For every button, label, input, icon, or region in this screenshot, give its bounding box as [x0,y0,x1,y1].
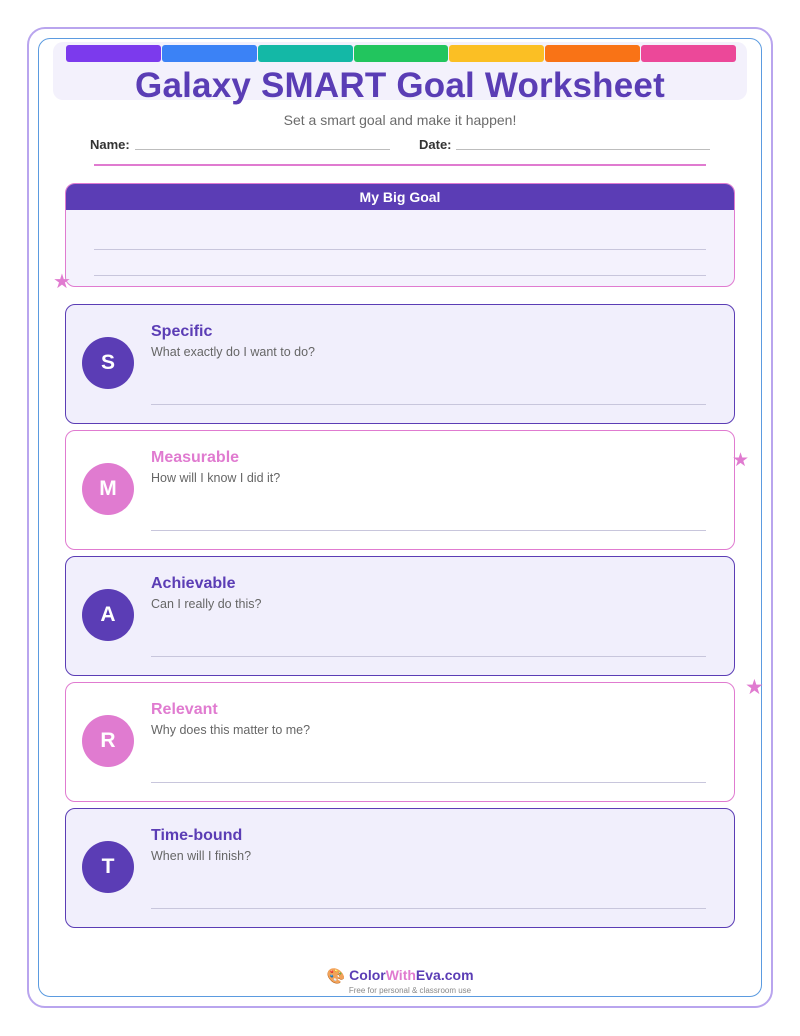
card-specific [65,304,735,424]
letter-badge: R [82,715,134,767]
date-field[interactable] [456,149,710,150]
card-title: Specific [151,323,213,340]
rainbow-segment [449,45,544,62]
palette-icon: 🎨 [326,968,346,985]
letter-badge: M [82,463,134,515]
card-time-bound [65,808,735,928]
star-icon: ★ [53,271,71,293]
name-field[interactable] [135,149,390,150]
star-icon: ★ [732,450,750,471]
letter-badge: A [82,589,134,641]
letter-badge: T [82,841,134,893]
name-label: Name: [90,137,130,152]
rainbow-segment [354,45,449,62]
page-subtitle: Set a smart goal and make it happen! [283,112,517,128]
letter-badge: S [82,337,134,389]
card-title: Relevant [151,701,218,718]
star-icon: ★ [745,676,764,699]
brand-logo[interactable]: 🎨 ColorWithEva.com [326,967,474,985]
big-goal-writing-line[interactable] [94,275,706,276]
card-measurable [65,430,735,550]
answer-line[interactable] [151,782,706,783]
header-divider [94,164,706,166]
answer-line[interactable] [151,530,706,531]
big-goal-header: My Big Goal [66,184,734,210]
answer-line[interactable] [151,656,706,657]
rainbow-segment [545,45,640,62]
footer [0,967,800,995]
page-title: Galaxy SMART Goal Worksheet [135,66,665,105]
rainbow-segment [162,45,257,62]
answer-line[interactable] [151,908,706,909]
date-label: Date: [419,137,452,152]
answer-line[interactable] [151,404,706,405]
big-goal-box [65,183,735,287]
card-question: When will I finish? [151,849,252,863]
card-question: How will I know I did it? [151,471,281,485]
rainbow-segment [258,45,353,62]
card-question: Can I really do this? [151,597,262,611]
card-relevant [65,682,735,802]
card-question: Why does this matter to me? [151,723,311,737]
footer-tagline: Free for personal & classroom use [348,986,472,995]
card-achievable [65,556,735,676]
card-title: Measurable [151,449,240,466]
big-goal-writing-line[interactable] [94,249,706,250]
card-question: What exactly do I want to do? [151,345,315,359]
card-title: Time-bound [151,827,243,844]
card-title: Achievable [151,575,236,592]
rainbow-bar [66,45,736,62]
rainbow-segment [66,45,161,62]
rainbow-segment [641,45,736,62]
